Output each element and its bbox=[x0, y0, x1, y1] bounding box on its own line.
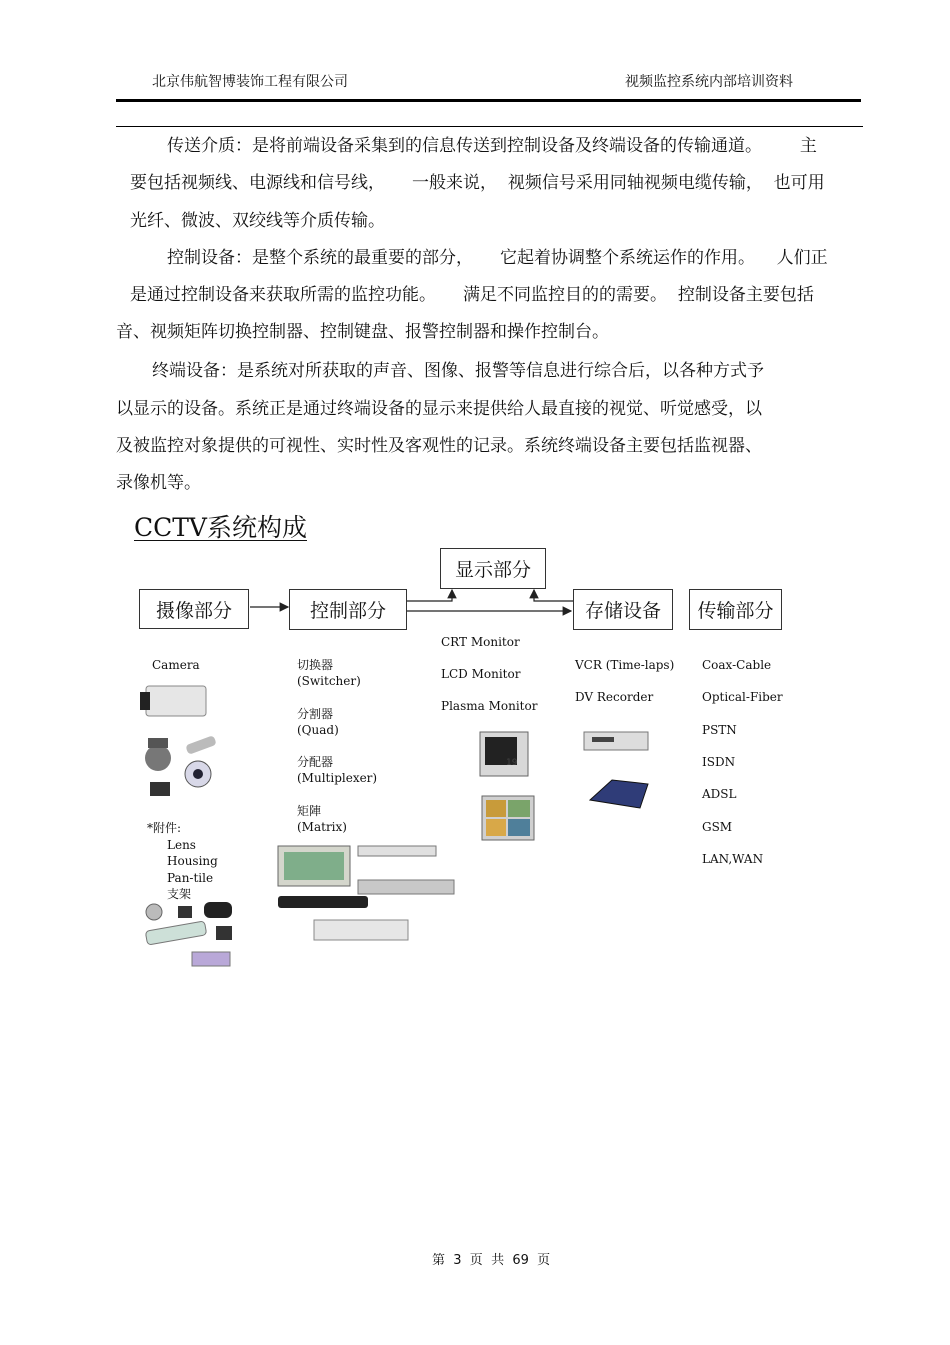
transmission-item: PSTN bbox=[702, 723, 737, 737]
body-line: 光纤、微波、双绞线等介质传输。 bbox=[130, 211, 385, 231]
diagram-title: CCTV系统构成 bbox=[134, 513, 307, 542]
transmission-item: ISDN bbox=[702, 755, 736, 769]
box-transmission: 传输部分 bbox=[689, 589, 782, 630]
body-line: 控制设备：是整个系统的最重要的部分， 它起着协调整个系统运作的作用。 人们正 bbox=[167, 248, 828, 268]
control-item: 矩陣 bbox=[297, 804, 322, 818]
monitor-images bbox=[478, 730, 538, 842]
transmission-item: Optical-Fiber bbox=[702, 690, 783, 704]
accessory-item: Pan-tile bbox=[167, 871, 214, 885]
box-control: 控制部分 bbox=[289, 589, 407, 630]
body-line: 音、视频矩阵切换控制器、控制键盘、报警控制器和操作控制台。 bbox=[116, 322, 609, 342]
body-line: 要包括视频线、电源线和信号线， 一般来说， 视频信号采用同轴视频电缆传输， 也可用 bbox=[130, 173, 825, 193]
accessory-images bbox=[142, 900, 238, 972]
storage-images bbox=[582, 728, 654, 814]
transmission-item: Coax-Cable bbox=[702, 658, 772, 672]
header-company: 北京伟航智博装饰工程有限公司 bbox=[152, 74, 348, 90]
control-item: (Matrix) bbox=[297, 820, 347, 834]
camera-images bbox=[140, 678, 220, 808]
control-item: 分割器 bbox=[297, 707, 334, 721]
body-line: 是通过控制设备来获取所需的监控功能。 满足不同监控目的的需要。 控制设备主要包括 bbox=[130, 285, 814, 305]
storage-item: DV Recorder bbox=[575, 690, 654, 704]
control-item: 分配器 bbox=[297, 755, 334, 769]
header-doc-title: 视频监控系统内部培训资料 bbox=[625, 74, 793, 90]
storage-item: VCR (Time-laps) bbox=[575, 658, 675, 672]
body-line: 终端设备：是系统对所获取的声音、图像、报警等信息进行综合后，以各种方式予 bbox=[152, 361, 764, 381]
box-storage: 存储设备 bbox=[573, 589, 673, 630]
body-line: 传送介质：是将前端设备采集到的信息传送到控制设备及终端设备的传输通道。 主 bbox=[167, 136, 817, 156]
control-item: 切换器 bbox=[297, 658, 334, 672]
control-equipment-images bbox=[276, 840, 458, 948]
accessories-heading: *附件: bbox=[147, 821, 182, 835]
control-item: (Multiplexer) bbox=[297, 771, 378, 785]
body-line: 以显示的设备。系统正是通过终端设备的显示来提供给人最直接的视觉、听觉感受，以 bbox=[116, 399, 762, 419]
accessory-item: Lens bbox=[167, 838, 196, 852]
camera-heading: Camera bbox=[152, 658, 200, 672]
body-line: 录像机等。 bbox=[116, 473, 201, 493]
control-item: (Switcher) bbox=[297, 674, 361, 688]
control-item: (Quad) bbox=[297, 723, 339, 737]
transmission-item: GSM bbox=[702, 820, 733, 834]
monitor-badge: 19 bbox=[506, 758, 518, 768]
accessory-item: Housing bbox=[167, 854, 218, 868]
display-item: Plasma Monitor bbox=[441, 699, 538, 713]
body-line: 及被监控对象提供的可视性、实时性及客观性的记录。系统终端设备主要包括监视器、 bbox=[116, 436, 762, 456]
page-footer: 第 3 页 共 69 页 bbox=[432, 1253, 551, 1268]
transmission-item: ADSL bbox=[702, 787, 737, 801]
transmission-item: LAN,WAN bbox=[702, 852, 764, 866]
box-camera: 摄像部分 bbox=[139, 589, 249, 629]
box-display: 显示部分 bbox=[440, 548, 546, 589]
accessory-item: 支架 bbox=[167, 887, 192, 901]
display-item: CRT Monitor bbox=[441, 635, 520, 649]
display-item: LCD Monitor bbox=[441, 667, 521, 681]
